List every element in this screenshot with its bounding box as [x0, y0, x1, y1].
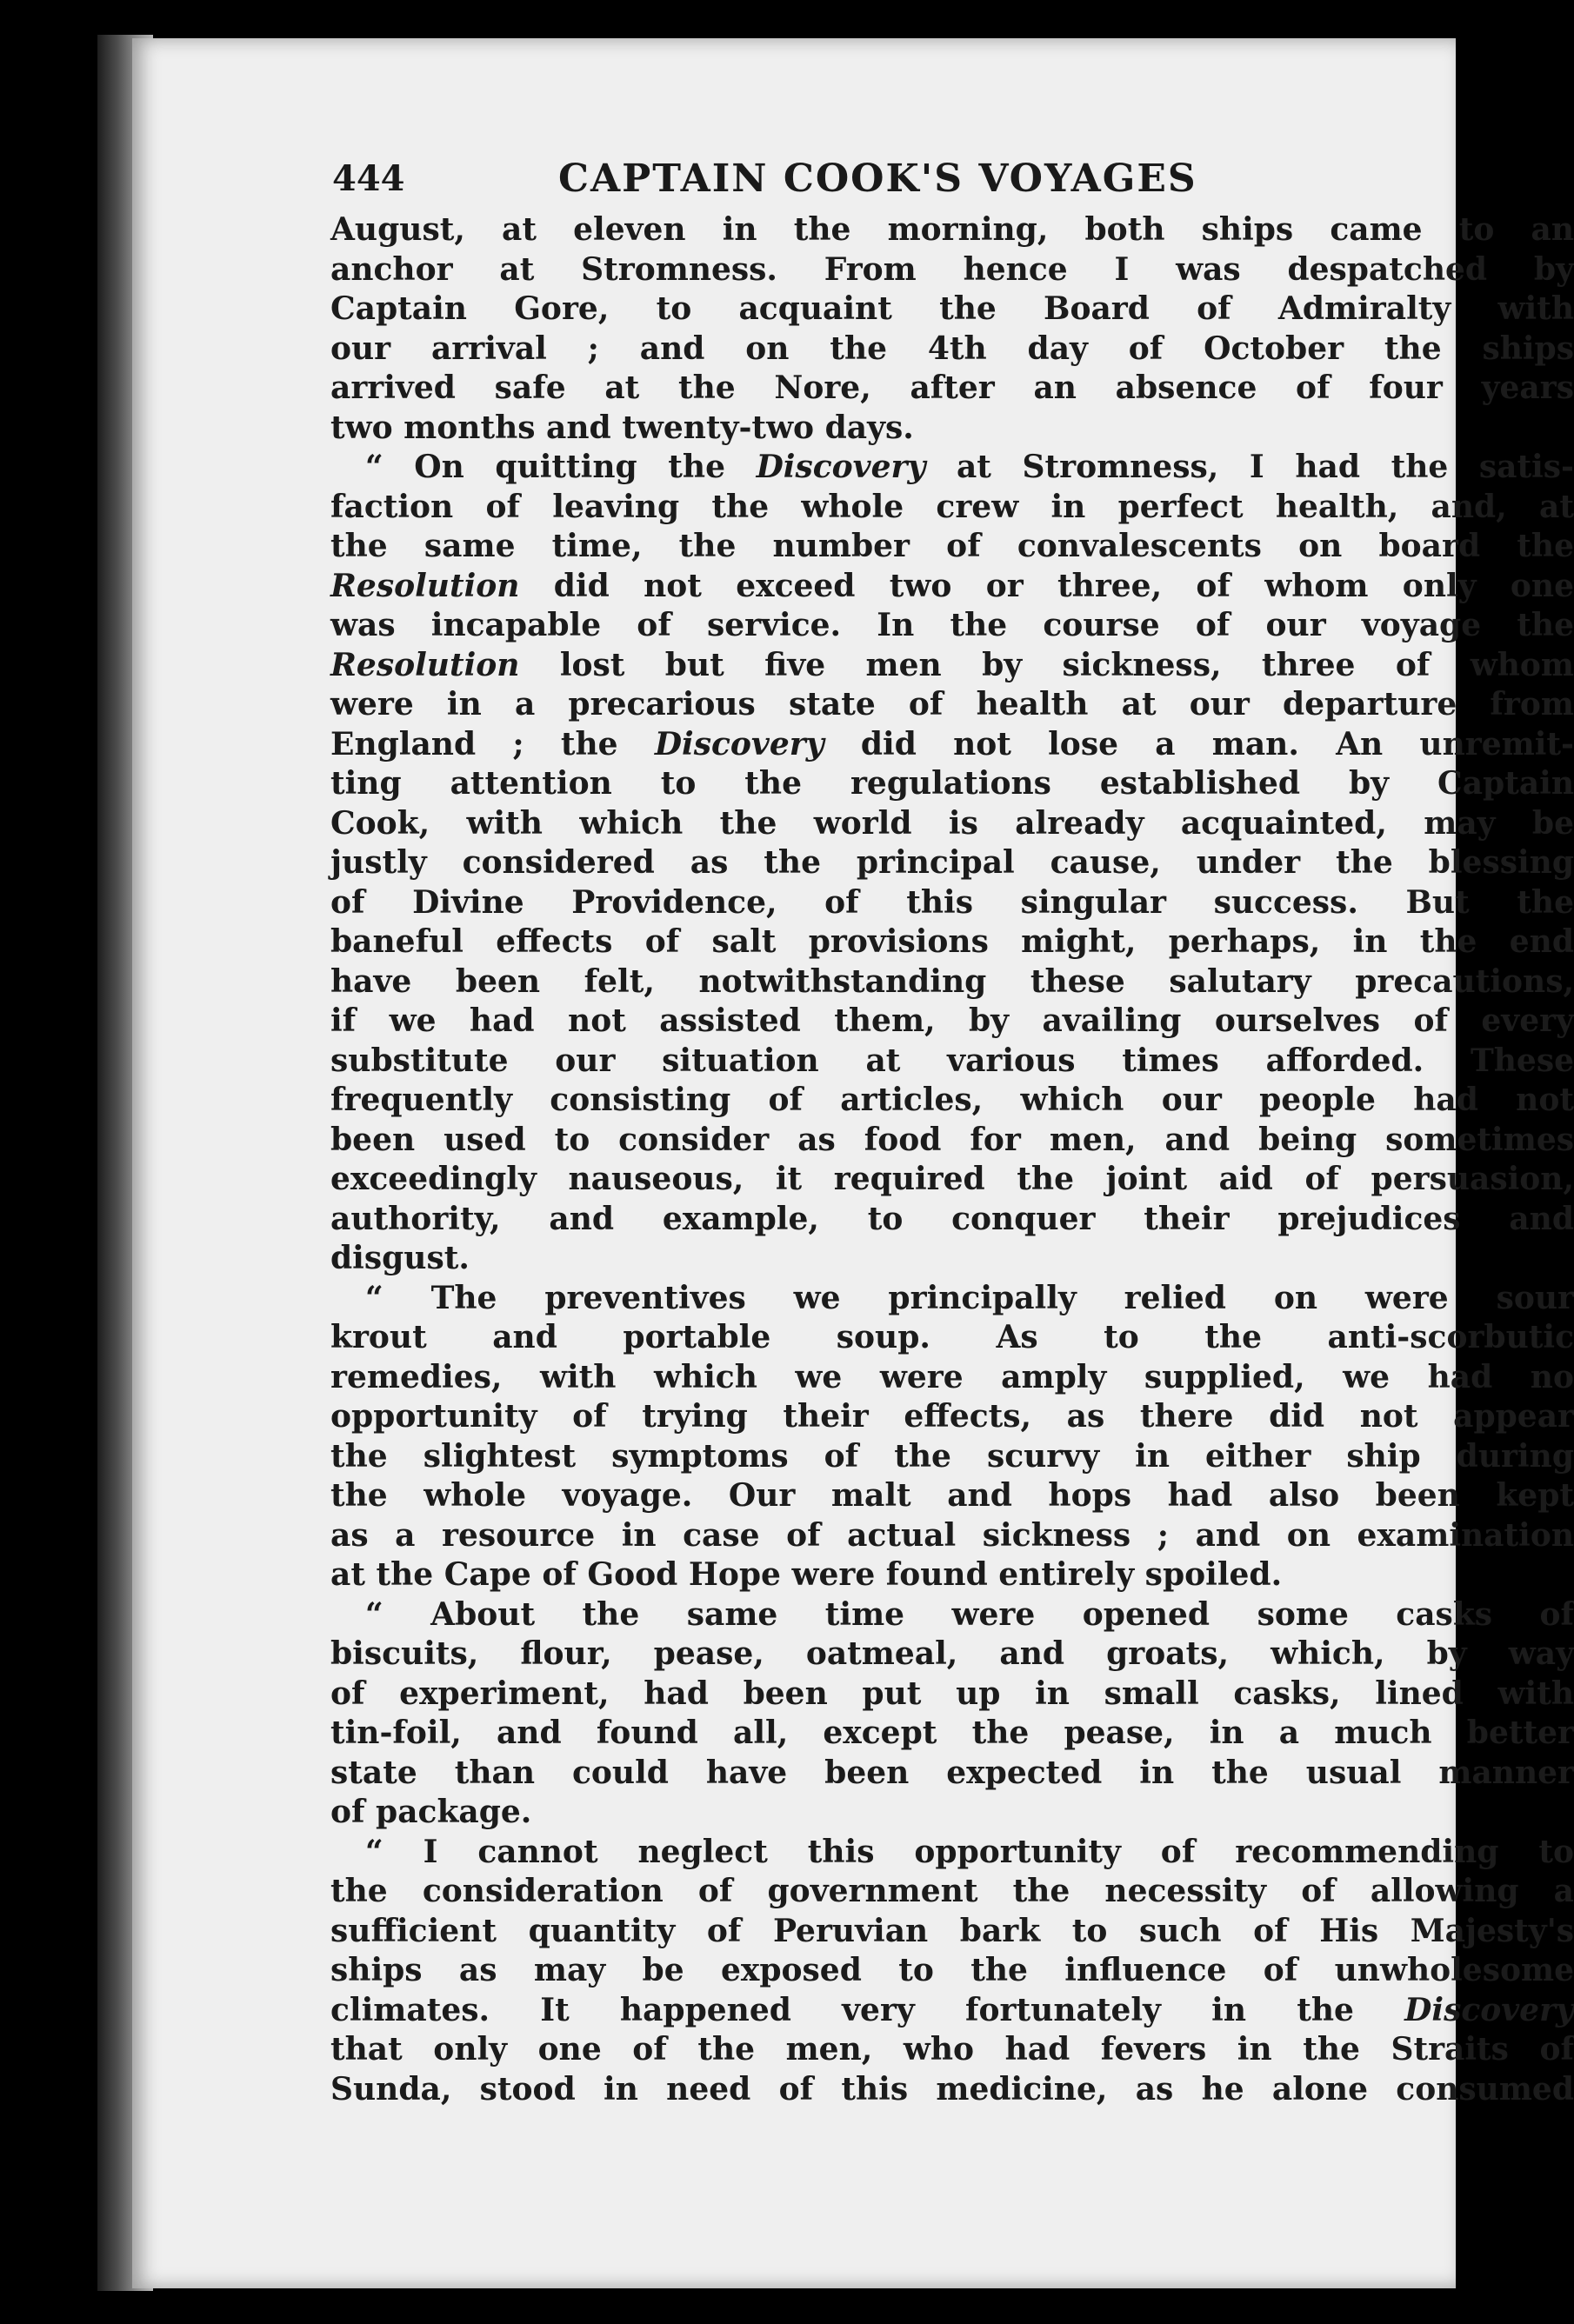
text-line: biscuits, flour, pease, oatmeal, and groats, which, by way: [330, 1635, 1574, 1672]
text-line: opportunity of trying their effects, as there did not appear: [330, 1398, 1574, 1435]
text-line: remedies, with which we were amply supplied, we had no: [330, 1358, 1574, 1395]
text-line: [330, 1991, 1574, 2031]
text-line: exceedingly nauseous, it required the joint aid of persuasion,: [330, 1161, 1574, 1197]
text-line: the consideration of government the necessity of allowing a: [330, 1873, 1574, 1909]
text-line: ships as may be exposed to the influence of unwholesome: [330, 1952, 1574, 1988]
ship-name: Resolution: [330, 646, 520, 683]
text-line: “ About the same time were opened some casks of: [365, 1595, 1574, 1633]
running-header: [132, 151, 1456, 212]
text-run: did not lose a man. An unremit-: [860, 725, 1574, 762]
text-run: at Stromness, I had the satis-: [956, 449, 1574, 485]
book-page: [132, 38, 1574, 2288]
text-line: state than could have been expected in the usual manner: [330, 1754, 1574, 1791]
body-text: [330, 210, 1574, 2109]
text-run: lost but five men by sickness, three of whom: [559, 646, 1574, 683]
ship-name: Discovery: [756, 449, 926, 485]
text-line: the whole voyage. Our malt and hops had also been kept: [330, 1477, 1574, 1514]
text-line: two months and twenty-two days.: [330, 409, 914, 446]
text-line: that only one of the men, who had fevers in the Straits of: [330, 2031, 1574, 2068]
text-line: if we had not assisted them, by availing ourselves of every: [330, 1002, 1574, 1039]
text-line: have been felt, notwithstanding these salutary precautions,: [330, 962, 1574, 1000]
text-line: disgust.: [330, 1240, 470, 1276]
text-line: krout and portable soup. As to the anti-scorbutic: [330, 1319, 1574, 1355]
text-line: Sunda, stood in need of this medicine, as he alone consumed: [330, 2070, 1574, 2108]
text-line: been used to consider as food for men, and being sometimes: [330, 1121, 1574, 1158]
text-line: “ The preventives we principally relied on were sour: [365, 1279, 1574, 1316]
text-line: of Divine Providence, of this singular success. But the: [330, 883, 1574, 921]
text-line: of package.: [330, 1794, 532, 1830]
text-run: did not exceed two or three, of whom only one: [553, 567, 1574, 604]
text-line: of experiment, had been put up in small casks, lined with: [330, 1675, 1574, 1712]
text-line: August, at eleven in the morning, both ships came to an: [330, 211, 1574, 248]
text-line: tin-foil, and found all, except the pease, in a much better: [330, 1715, 1574, 1751]
text-line: arrived safe at the Nore, after an absence of four years: [330, 370, 1574, 406]
text-line: at the Cape of Good Hope were found entirely spoiled.: [330, 1556, 1283, 1593]
text-line: ting attention to the regulations established by Captain: [330, 765, 1574, 802]
text-line: faction of leaving the whole crew in perfect health, and, at: [330, 488, 1574, 525]
running-title: CAPTAIN COOK'S VOYAGES: [558, 156, 1197, 201]
ship-name: Resolution: [330, 567, 520, 604]
text-line: anchor at Stromness. From hence I was despatched by: [330, 250, 1574, 288]
text-line: the slightest symptoms of the scurvy in either ship during: [330, 1437, 1574, 1475]
text-run: England ; the: [330, 725, 618, 762]
text-line: frequently consisting of articles, which our people had not: [330, 1082, 1574, 1118]
text-line: baneful effects of salt provisions might, perhaps, in the end: [330, 923, 1574, 960]
text-line: [330, 448, 1574, 488]
text-line: “ I cannot neglect this opportunity of recommending to: [365, 1833, 1574, 1870]
text-run: “ On quitting the: [365, 449, 725, 485]
text-line: was incapable of service. In the course of our voyage the: [330, 607, 1574, 643]
page-number: 444: [332, 158, 405, 199]
text-line: the same time, the number of convalescents on board the: [330, 528, 1574, 564]
text-line: as a resource in case of actual sickness ; and on examination: [330, 1516, 1574, 1554]
ship-name: Discovery: [654, 725, 824, 762]
text-line: [330, 646, 1574, 686]
text-line: were in a precarious state of health at our departure from: [330, 686, 1574, 723]
text-line: substitute our situation at various times afforded. These: [330, 1042, 1574, 1079]
text-line: authority, and example, to conquer their prejudices and: [330, 1200, 1574, 1237]
text-line: justly considered as the principal cause, under the blessing: [330, 844, 1574, 881]
text-line: Captain Gore, to acquaint the Board of Admiralty with: [330, 290, 1574, 327]
text-line: sufficient quantity of Peruvian bark to such of His Majesty's: [330, 1912, 1574, 1949]
text-line: [330, 567, 1574, 607]
text-line: our arrival ; and on the 4th day of October the ships: [330, 330, 1574, 367]
ship-name: Discovery: [1404, 1991, 1574, 2028]
text-run: climates. It happened very fortunately in the: [330, 1991, 1354, 2028]
text-line: Cook, with which the world is already acquainted, may be: [330, 804, 1574, 842]
text-line: [330, 725, 1574, 765]
